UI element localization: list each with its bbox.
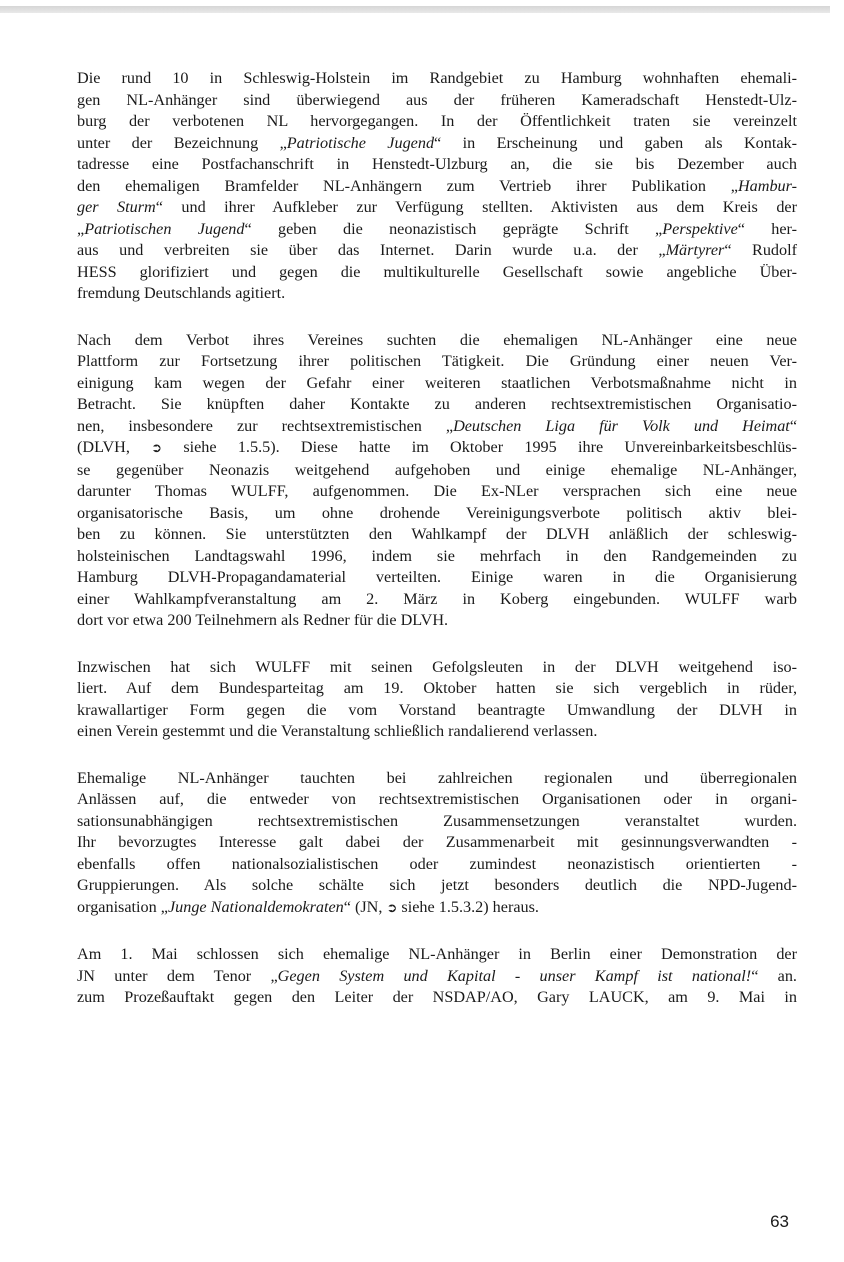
text-run: holsteinischen Landtagswahl 1996, indem sie mehrfach in den Randgemeinden zu: [77, 546, 797, 565]
text-line: [77, 832, 797, 854]
cross-reference-arrow-icon: ➲: [386, 900, 398, 916]
text-run: Plattform zur Fortsetzung ihrer politischen Tätigkeit. Die Gründung einer neuen Ver-: [77, 352, 797, 370]
text-line: [77, 437, 797, 460]
text-line: [77, 589, 797, 611]
text-run: liert. Auf dem Bundesparteitag am 19. Oktober hatten sie sich vergeblich in rüder,: [77, 679, 797, 697]
text-run: organisation „: [77, 897, 168, 916]
text-line: [77, 111, 797, 133]
text-run: se gegenüber Neonazis weitgehend aufgehoben und einige ehemalige NL-Anhänger,: [77, 460, 797, 479]
text-run: einen Verein gestemmt und die Veranstaltung schließlich randalierend verlassen.: [77, 722, 598, 740]
text-line: [77, 219, 797, 241]
document-page: [77, 68, 797, 1009]
text-line: [77, 567, 797, 589]
text-run: “ an.: [751, 966, 797, 985]
text-line: [77, 524, 797, 546]
text-run: “ geben die neonazistisch geprägte Schrift „: [244, 219, 663, 238]
text-line: [77, 944, 797, 966]
paragraph-3: [77, 657, 797, 743]
text-line: [77, 657, 797, 679]
italic-title: Deutschen Liga für Volk und Heimat: [453, 416, 790, 435]
text-run: “ (JN,: [343, 897, 387, 916]
italic-title: Patriotische Jugend: [286, 133, 435, 152]
text-run: organisatorische Basis, um ohne drohende Vereinigungsverbote politisch aktiv blei-: [77, 503, 797, 522]
text-run: JN unter dem Tenor „: [77, 966, 278, 985]
text-run: ben zu können. Sie unterstützten den Wahlkampf der DLVH anläßlich der schleswig-: [77, 525, 797, 543]
text-run: Gruppierungen. Als solche schälte sich jetzt besonders deutlich die NPD-Jugend-: [77, 876, 797, 894]
text-line: [77, 240, 797, 262]
text-run: (DLVH,: [77, 438, 152, 456]
text-run: Betracht. Sie knüpften daher Kontakte zu anderen rechtsextremistischen Organisatio-: [77, 395, 797, 413]
text-run: “: [789, 416, 797, 435]
text-line: [77, 330, 797, 352]
text-run: ebenfalls offen nationalsozialistischen oder zumindest neonazistisch orientierten -: [77, 854, 797, 873]
text-run: unter der Bezeichnung „: [77, 133, 287, 152]
text-line: [77, 854, 797, 876]
text-run: nen, insbesondere zur rechtsextremistischen „: [77, 416, 454, 435]
paragraph-5: [77, 944, 797, 1009]
text-line: [77, 503, 797, 525]
text-run: sationsunabhängigen rechtsextremistischen Zusammensetzungen veranstaltet wurden.: [77, 811, 797, 830]
text-run: Ehemalige NL-Anhänger tauchten bei zahlreichen regionalen und überregionalen: [77, 768, 797, 787]
text-run: gen NL-Anhänger sind überwiegend aus der früheren Kameradschaft Henstedt-Ulz-: [77, 90, 797, 109]
italic-title: Gegen System und Kapital - unser Kampf ist national!: [277, 966, 752, 985]
text-run: “ Rudolf: [724, 241, 797, 259]
text-run: fremdung Deutschlands agitiert.: [77, 284, 286, 302]
text-line: [77, 460, 797, 482]
text-run: Hamburg DLVH-Propagandamaterial verteilten. Einige waren in die Organisierung: [77, 568, 797, 586]
paragraph-4: [77, 768, 797, 920]
page-number: 63: [770, 1212, 789, 1231]
text-line: [77, 262, 797, 284]
text-line: [77, 176, 797, 198]
text-run: Anlässen auf, die entweder von rechtsextremistischen Organisationen oder in organi-: [77, 790, 797, 808]
text-run: einer Wahlkampfveranstaltung am 2. März in Koberg eingebunden. WULFF warb: [77, 589, 797, 608]
italic-title: Junge Nationaldemokraten: [167, 897, 344, 916]
text-line: [77, 789, 797, 811]
text-run: einigung kam wegen der Gefahr einer weiteren staatlichen Verbotsmaßnahme nicht in: [77, 373, 797, 392]
text-run: tadresse eine Postfachanschrift in Henstedt-Ulzburg an, die sie bis Dezember auch: [77, 155, 797, 173]
italic-title: Hambur-: [737, 176, 797, 195]
text-run: krawallartiger Form gegen die vom Vorstand beantragte Umwandlung der DLVH in: [77, 700, 797, 719]
text-run: Inzwischen hat sich WULFF mit seinen Gefolgsleuten in der DLVH weitgehend iso-: [77, 657, 797, 676]
text-line: [77, 416, 797, 438]
italic-title: Perspektive: [662, 219, 738, 238]
text-line: [77, 721, 797, 743]
text-line: [77, 197, 797, 219]
text-line: [77, 283, 797, 305]
paragraph-1: [77, 68, 797, 305]
text-run: Nach dem Verbot ihres Vereines suchten die ehemaligen NL-Anhänger eine neue: [77, 330, 797, 349]
paragraph-2: [77, 330, 797, 632]
text-run: darunter Thomas WULFF, aufgenommen. Die Ex-NLer versprachen sich eine neue: [77, 482, 797, 500]
text-line: [77, 610, 797, 632]
text-run: HESS glorifiziert und gegen die multikulturelle Gesellschaft sowie angebliche Über-: [77, 262, 797, 281]
text-run: den ehemaligen Bramfelder NL-Anhängern zum Vertrieb ihrer Publikation „: [77, 176, 738, 195]
text-line: [77, 987, 797, 1009]
text-run: “ in Erscheinung und gaben als Kontak-: [434, 133, 798, 152]
text-run: dort vor etwa 200 Teilnehmern als Redner für die DLVH.: [77, 611, 449, 629]
text-line: [77, 546, 797, 568]
text-line: [77, 966, 797, 988]
text-line: [77, 700, 797, 722]
text-line: [77, 768, 797, 790]
text-run: Am 1. Mai schlossen sich ehemalige NL-Anhänger in Berlin einer Demonstration der: [77, 945, 797, 963]
top-scan-edge: [0, 6, 830, 13]
text-line: [77, 394, 797, 416]
text-line: [77, 811, 797, 833]
text-run: Ihr bevorzugtes Interesse galt dabei der Zusammenarbeit mit gesinnungsverwandten -: [77, 833, 797, 851]
text-run: “ her-: [737, 219, 797, 238]
text-line: [77, 373, 797, 395]
text-line: [77, 68, 797, 90]
text-run: Die rund 10 in Schleswig-Holstein im Randgebiet zu Hamburg wohnhaften ehemali-: [77, 69, 797, 87]
text-line: [77, 154, 797, 176]
text-run: „: [77, 219, 85, 238]
text-run: burg der verbotenen NL hervorgegangen. In der Öffentlichkeit traten sie vereinzelt: [77, 112, 797, 130]
text-line: [77, 897, 797, 920]
cross-reference-arrow-icon: ➲: [151, 441, 163, 456]
text-line: [77, 678, 797, 700]
italic-title: Patriotischen Jugend: [84, 219, 245, 238]
italic-title: Märtyrer: [665, 241, 725, 259]
text-line: [77, 875, 797, 897]
text-run: siehe 1.5.3.2) heraus.: [397, 897, 539, 916]
text-line: [77, 90, 797, 112]
text-line: [77, 351, 797, 373]
text-line: [77, 133, 797, 155]
italic-title: ger Sturm: [77, 198, 156, 216]
text-run: siehe 1.5.5). Diese hatte im Oktober 1995 ihre Unvereinbarkeitsbeschlüs-: [162, 438, 797, 456]
text-run: aus und verbreiten sie über das Internet. Darin wurde u.a. der „: [77, 241, 666, 259]
text-run: zum Prozeßauftakt gegen den Leiter der NSDAP/AO, Gary LAUCK, am 9. Mai in: [77, 988, 797, 1006]
text-run: “ und ihrer Aufkleber zur Verfügung stellten. Aktivisten aus dem Kreis der: [155, 198, 797, 216]
text-line: [77, 481, 797, 503]
